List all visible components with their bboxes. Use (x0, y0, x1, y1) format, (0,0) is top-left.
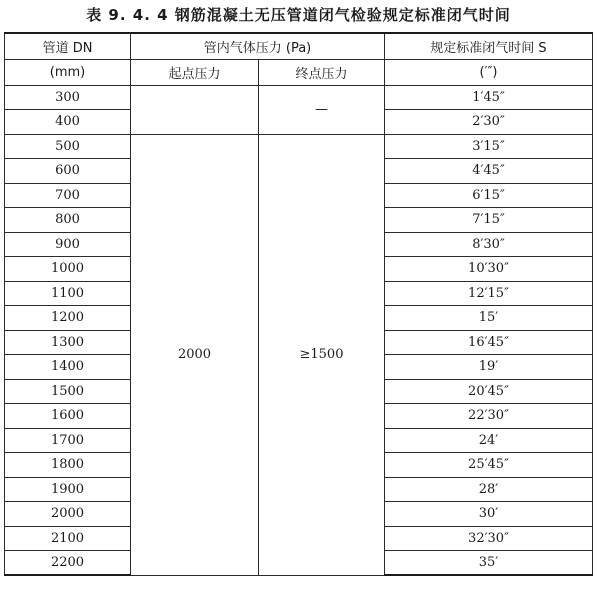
header-closed-air-time: 规定标准闭气时间 S (385, 33, 593, 59)
table-caption: 表 9. 4. 4 钢筋混凝土无压管道闭气检验规定标准闭气时间 (86, 6, 511, 24)
pipe-dn-cell: 2100 (5, 526, 131, 551)
header-end-pressure: 终点压力 (259, 59, 385, 85)
header-time-unit: (′″) (385, 59, 593, 85)
header-start-pressure: 起点压力 (131, 59, 259, 85)
closed-air-time-cell: 15′ (385, 306, 593, 331)
closed-air-time-cell: 20′45″ (385, 379, 593, 404)
closed-air-test-table (4, 32, 593, 576)
header-pipe-dn: 管道 DN (5, 33, 131, 59)
pipe-dn-cell: 1300 (5, 330, 131, 355)
start-pressure-empty-cell (131, 85, 259, 134)
pipe-dn-cell: 1100 (5, 281, 131, 306)
closed-air-time-cell: 28′ (385, 477, 593, 502)
closed-air-time-cell: 2′30″ (385, 110, 593, 135)
table-header (5, 33, 593, 85)
pipe-dn-cell: 1400 (5, 355, 131, 380)
closed-air-time-cell: 32′30″ (385, 526, 593, 551)
pipe-dn-cell: 1200 (5, 306, 131, 331)
table-body (5, 85, 593, 575)
pipe-dn-cell: 800 (5, 208, 131, 233)
end-pressure-cell: ≥1500 (259, 134, 385, 575)
pipe-dn-cell: 1900 (5, 477, 131, 502)
pipe-dn-cell: 1700 (5, 428, 131, 453)
pipe-dn-cell: 300 (5, 85, 131, 110)
pipe-dn-cell: 500 (5, 134, 131, 159)
pipe-dn-cell: 600 (5, 159, 131, 184)
pipe-dn-cell: 700 (5, 183, 131, 208)
pipe-dn-cell: 400 (5, 110, 131, 135)
pipe-dn-cell: 1500 (5, 379, 131, 404)
pipe-dn-cell: 900 (5, 232, 131, 257)
table-row (5, 85, 593, 110)
closed-air-time-cell: 8′30″ (385, 232, 593, 257)
header-pipe-dn-unit: (mm) (5, 59, 131, 85)
start-pressure-cell: 2000 (131, 134, 259, 575)
closed-air-time-cell: 3′15″ (385, 134, 593, 159)
closed-air-time-cell: 10′30″ (385, 257, 593, 282)
closed-air-time-cell: 35′ (385, 551, 593, 576)
table-row (5, 134, 593, 159)
closed-air-time-cell: 19′ (385, 355, 593, 380)
pipe-dn-cell: 1000 (5, 257, 131, 282)
pipe-dn-cell: 2000 (5, 502, 131, 527)
closed-air-time-cell: 24′ (385, 428, 593, 453)
closed-air-time-cell: 6′15″ (385, 183, 593, 208)
end-pressure-dash-cell: — (259, 85, 385, 134)
closed-air-time-cell: 25′45″ (385, 453, 593, 478)
closed-air-time-cell: 7′15″ (385, 208, 593, 233)
closed-air-time-cell: 1′45″ (385, 85, 593, 110)
closed-air-time-cell: 16′45″ (385, 330, 593, 355)
pipe-dn-cell: 2200 (5, 551, 131, 576)
closed-air-time-cell: 30′ (385, 502, 593, 527)
closed-air-time-cell: 12′15″ (385, 281, 593, 306)
closed-air-time-cell: 4′45″ (385, 159, 593, 184)
pipe-dn-cell: 1800 (5, 453, 131, 478)
header-gas-pressure: 管内气体压力 (Pa) (131, 33, 385, 59)
closed-air-time-cell: 22′30″ (385, 404, 593, 429)
pipe-dn-cell: 1600 (5, 404, 131, 429)
